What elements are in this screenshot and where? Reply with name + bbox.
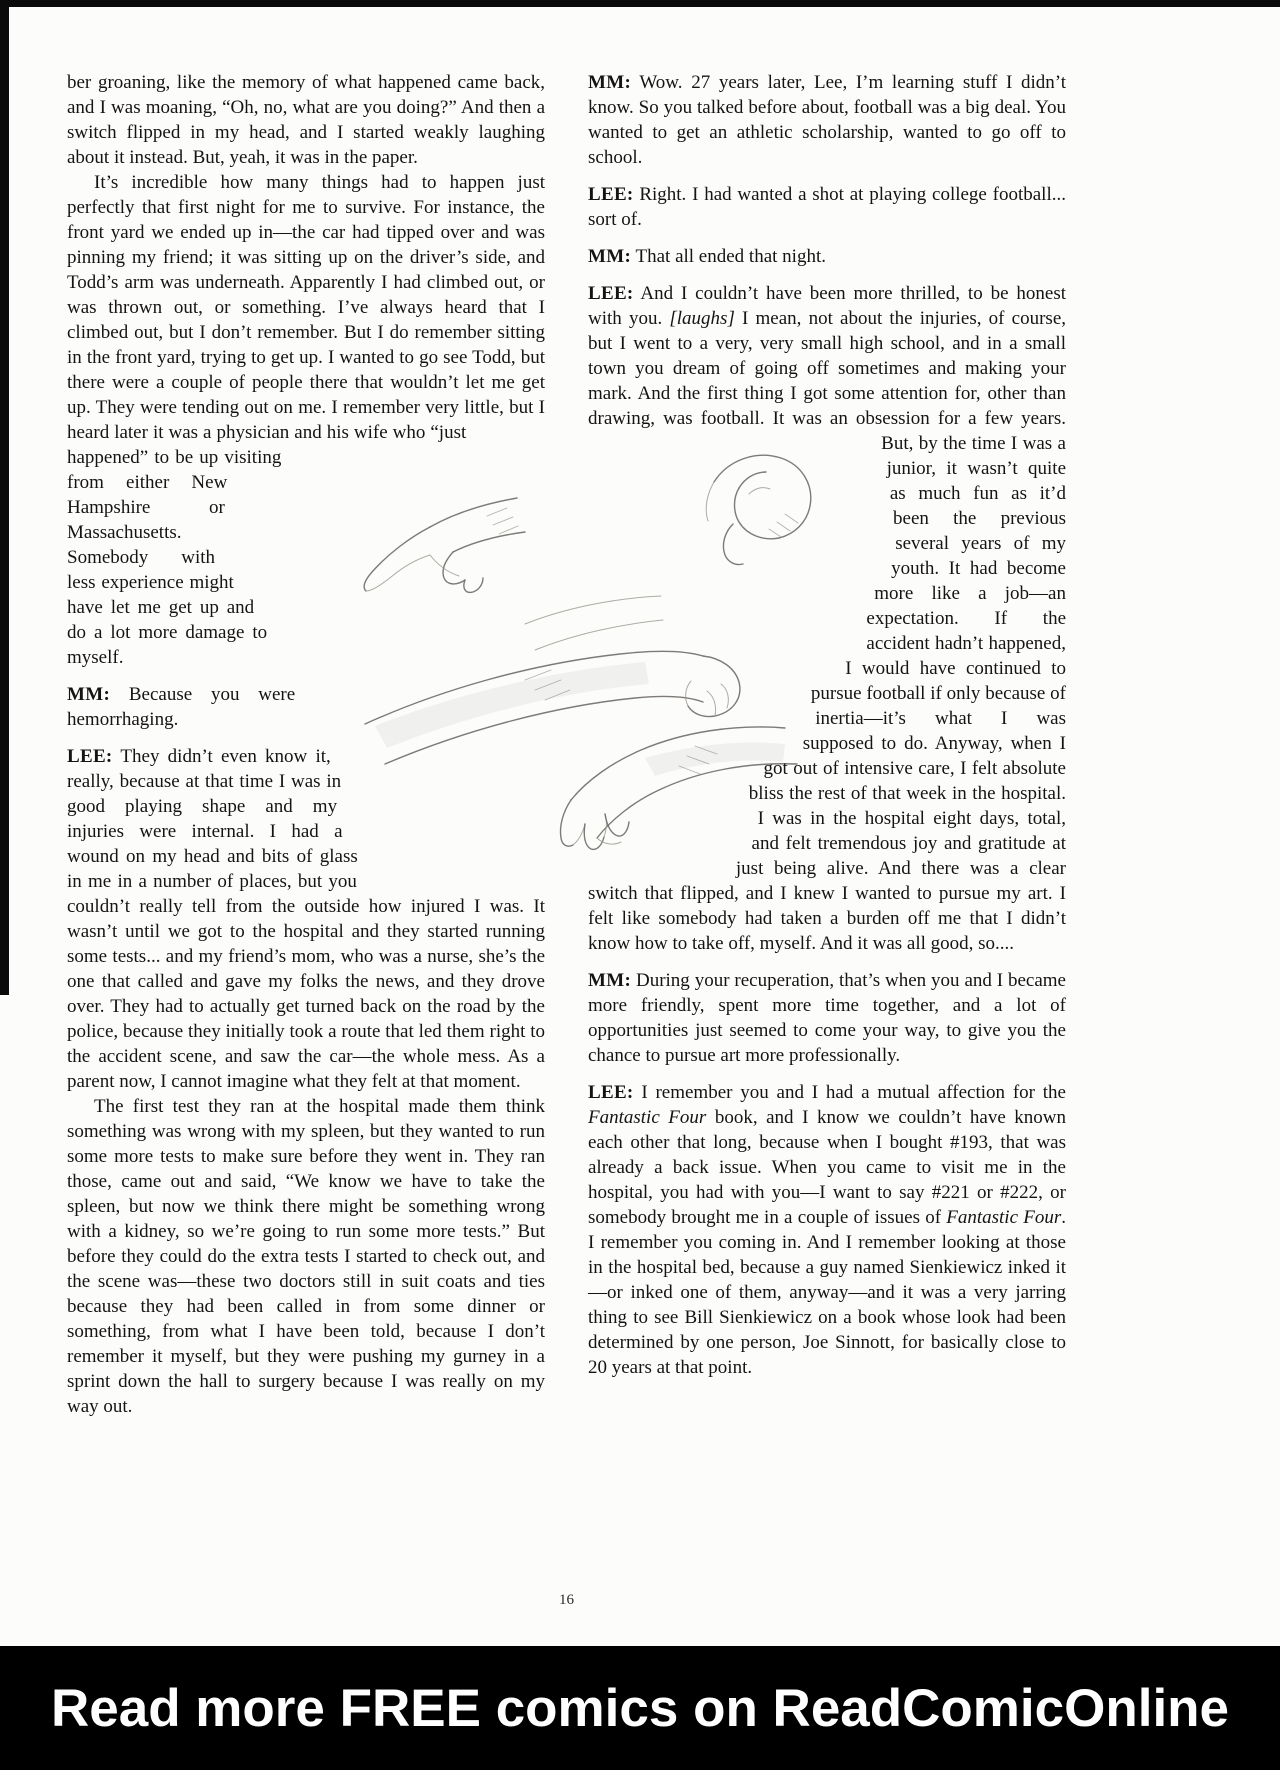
text-segment: The first test they ran at the hospital made them think something was wrong with my spleen, but they wanted to run some more tests to make sure before they went in. They ran those, came out and said, “We know we have to take the spleen, but now we think there might be something wrong with a kidney, so we’re going to run some more tests.” But before they could do the extra tests I started to check out, and the scene was—these two doctors still in suit coats and ties because they had been called in from some dinner or something, from what I have been told, because I don’t remember it myself, but they were pushing my gurney in a sprint down the hall to surgery because I was really on my way out. bbox=[67, 1096, 545, 1417]
scan-edge-top bbox=[0, 0, 1280, 7]
text-segment: That all ended that night. bbox=[631, 246, 826, 267]
speaker-label: LEE: bbox=[588, 184, 634, 205]
text-segment: They didn’t even know it, really, because at that time I was in good playing shape and my injuries were internal. I had a wound on my head and bits of glass in me in a number of places, but you couldn’t really tell from the outside how injured I was. It wasn’t until we got to the hospital and they started running some tests... and my friend’s mom, who was a nurse, she’s the one that called and gave my folks the news, and they drove over. They had to actually get turned back on the road by the police, because they initially took a route that led them right to the accident scene, and saw the car—the whole mess. As a parent now, I cannot imagine what they felt at that moment. bbox=[67, 746, 545, 1092]
speaker-label: MM: bbox=[588, 72, 632, 93]
paragraph bbox=[67, 1094, 545, 1419]
text-segment: book, and I know we couldn’t have known each other that long, because when I bought #193, that was already a back issue. When you came to visit me in the hospital, you had with you—I want to say #221 or #222, or somebody brought me in a couple of issues of bbox=[588, 1107, 1066, 1228]
scan-edge-left bbox=[0, 0, 9, 995]
text-segment: It’s incredible how many things had to happen just perfectly that first night for me to survive. For instance, the front yard we ended up in—the car had tipped over and was pinning my friend; it was sitting up on the driver’s side, and Todd’s arm was underneath. Apparently I had climbed out, or was thrown out, or something. I’ve always heard that I climbed out, but I don’t remember. But I do remember sitting in the front yard, trying to get up. I wanted to go see Todd, but there were a couple of people there that wouldn’t let me get up. They were tending out on me. I remember very little, but I heard later it was a physician and his wife who “just happened” to be up visiting from either New Hampshire or Massachusetts. Somebody with less experience might have let me get up and do a lot more damage to myself. bbox=[67, 172, 545, 668]
speaker-label: MM: bbox=[588, 246, 632, 267]
speaker-label: MM: bbox=[67, 684, 111, 705]
text-column-left bbox=[67, 70, 545, 1419]
speaker-label: LEE: bbox=[588, 283, 634, 304]
text-segment: . I remember you coming in. And I remember looking at those in the hospital bed, because a guy named Sienkiewicz inked it—or inked one of them, anyway—and it was a very jarring thing to see Bill Sienkiewicz on a book whose look had been determined by one person, Joe Sinnott, for basically close to 20 years at that point. bbox=[588, 1207, 1066, 1378]
paragraph bbox=[588, 968, 1066, 1068]
paragraph bbox=[588, 1080, 1066, 1380]
page-number: 16 bbox=[559, 1592, 574, 1608]
text-segment: Fantastic Four bbox=[588, 1107, 707, 1128]
text-segment: ber groaning, like the memory of what happened came back, and I was moaning, “Oh, no, what are you doing?” And then a switch flipped in my head, and I started weakly laughing about it instead. But, yeah, it was in the paper. bbox=[67, 72, 545, 168]
promo-banner-text: Read more FREE comics on ReadComicOnline bbox=[50, 1678, 1230, 1738]
speaker-label: LEE: bbox=[67, 746, 113, 767]
text-segment: [laughs] bbox=[669, 308, 735, 329]
text-segment: Because you were hemorrhaging. bbox=[67, 684, 296, 730]
text-segment: Fantastic Four bbox=[946, 1207, 1062, 1228]
text-segment: I remember you and I had a mutual affection for the bbox=[633, 1082, 1066, 1103]
text-segment: During your recuperation, that’s when you and I became more friendly, spent more time together, and a lot of opportunities just seemed to come your way, to give you the chance to pursue art more professionally. bbox=[588, 970, 1066, 1066]
text-segment: And I couldn’t have been more thrilled, to be honest with you. bbox=[588, 283, 1066, 329]
text-segment: Wow. 27 years later, Lee, I’m learning stuff I didn’t know. So you talked before about, football was a big deal. You wanted to get an athletic scholarship, wanted to go off to school. bbox=[588, 72, 1066, 168]
text-segment: I mean, not about the injuries, of course, but I went to a very, very small high school, and in a small town you dream of going off sometimes and making your mark. And the first thing I got some attention for, other than drawing, was football. It was an obsession for a few years. But, by the time I was a junior, it wasn’t quite as much fun as it’d been the previous several years of my youth. It had become more like a job—an expectation. If the accident hadn’t happened, I would have continued to pursue football if only because of inertia—it’s what I was supposed to do. Anyway, when I got out of intensive care, I felt absolute bliss the rest of that week in the hospital. I was in the hospital eight days, total, and felt tremendous joy and gratitude at just being alive. And there was a clear switch that flipped, and I knew I wanted to pursue my art. I felt like somebody had taken a burden off me that I didn’t know how to take off, myself. And it was all good, so.... bbox=[588, 308, 1066, 954]
text-column-right bbox=[588, 70, 1066, 1380]
speaker-label: LEE: bbox=[588, 1082, 634, 1103]
text-segment: Right. I had wanted a shot at playing college football... sort of. bbox=[588, 184, 1066, 230]
speaker-label: MM: bbox=[588, 970, 632, 991]
promo-banner[interactable] bbox=[0, 1646, 1280, 1770]
